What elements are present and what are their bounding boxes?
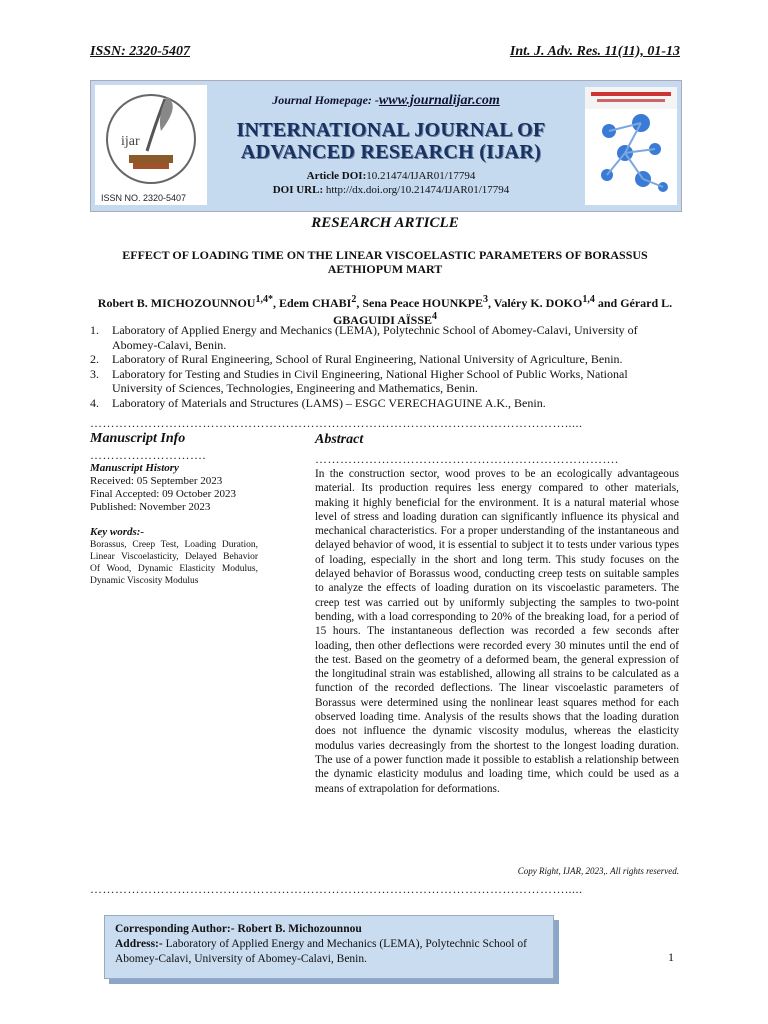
affiliation-item: 1. Laboratory of Applied Energy and Mechanics (LEMA), Polytechnic School of Abomey-Calavi, University of Abomey-Calavi, Benin. [90, 323, 638, 352]
affiliations [90, 323, 680, 410]
corresponding-author: Corresponding Author:- Robert B. Michozounnou [115, 923, 362, 935]
received-date: Received: 05 September 2023 [90, 475, 223, 487]
author-5: Gérard L. GBAGUIDI AÏSSE [332, 296, 673, 327]
divider-bottom: ……………………………………………………………………………………………………..... [90, 882, 583, 896]
logo-issn: ISSN NO. 2320-5407 [101, 193, 187, 203]
abstract-heading: Abstract [315, 432, 364, 447]
abstract-text: In the construction sector, wood proves to be an ecologically advantageous material. Its production requires less energy compared to other materials, making it highly beneficial for the environment. It is a natural material whose level of stress and loading duration can significantly influence its physical and mechanical characteristics. For a proper understanding of the instantaneous and delayed behavior of wood, it is essential to subject it to tests under various types of loading, especially in the short and long term. This study focuses on the delayed behavior of Borassus wood, conducting creep tests on suitable samples to analyze the effects of loading duration on its viscoelastic parameters. The creep test was carried out by uniformly subjecting the samples to two-point bending, with a load corresponding to 20% of the breaking load, for a period of 15 hours. The instantaneous deflection was recorded a few seconds after loading, then other deflections were recorded every 30 minutes until the end of the test. Based on the geometry of a deformed beam, the general expression of the longitudinal strain was established, allowing all strains to be calculated as a function of the recorded deflections. The linear viscoelastic parameters of Borassus were determined using the nonlinear least squares method for each observed loading time. Analysis of the results shows that the loading duration does not influence the dynamic viscosity modulus, whereas the elasticity modulus varies decreasingly from the shortest to the longest loading duration. The use of a power function made it possible to establish a relationship between the dynamic elasticity modulus and loading time, which could be used as a means of extrapolation for deformations. [315, 468, 679, 795]
affiliation-item: 3. Laboratory for Testing and Studies in Civil Engineering, National Higher School of Public Works, National University of Sciences, Technologies, Engineering and Mathematics, Benin. [90, 366, 628, 395]
author-list: Robert B. $MICHOZOUNNOU^{1,4*}$, Edem CHABI$^2$, Sena Peace HOUNKPE$^3$, Valéry K. DOKO$^{1,4}$ and Gérard L. GBAGUIDI AÏSSE$^4$ [97, 294, 673, 327]
article-doi: Article DOI:10.21474/IJAR01/17794 DOI URL: http://dx.doi.org/10.21474/IJAR01/17794 [272, 170, 510, 196]
journal-title: INTERNATIONAL JOURNAL OF ADVANCED RESEARCH (IJAR) [236, 119, 546, 163]
manuscript-info [90, 432, 258, 587]
accepted-date: Final Accepted: 09 October 2023 [90, 488, 237, 500]
abstract-section [315, 432, 679, 796]
divider-abstract: ………………………………………………………………. [315, 452, 619, 466]
divider-left: ………………………. [90, 449, 206, 462]
journal-citation: Int. J. Adv. Res. 11(11), 01-13 [509, 44, 680, 59]
page-number: 1 [668, 950, 674, 964]
journal-banner [90, 80, 682, 212]
issn-label: ISSN: 2320-5407 [90, 44, 190, 59]
affiliation-item: 2. Laboratory of Rural Engineering, School of Rural Engineering, National University of Agriculture, Benin. [90, 352, 623, 366]
logo-text: ijar [121, 134, 140, 149]
corresponding-author-box [104, 915, 554, 979]
author-3: Sena Peace HOUNKPE [362, 296, 483, 310]
author-2: Edem CHABI [278, 296, 352, 310]
manuscript-history-label: Manuscript History [90, 462, 179, 474]
corresponding-address: Address:- Laboratory of Applied Energy and Mechanics (LEMA), Polytechnic School of Abomey-Calavi, University of Abomey-Calavi, Benin. [115, 938, 527, 965]
keywords-label: Key words:- [90, 526, 145, 538]
journal-homepage: Journal Homepage: -www.journalijar.com [272, 93, 500, 108]
author-4: Valéry K. DOKO [493, 296, 583, 310]
keywords: Borassus, Creep Test, Loading Duration, Linear Viscoelasticity, Delayed Behavior Of Wood, Dynamic Elasticity Modulus, Dynamic Viscosity Modulus [90, 540, 258, 586]
article-title: EFFECT OF LOADING TIME ON THE LINEAR VISCOELASTIC PARAMETERS OF BORASSUS AETHIOPUM MART [122, 248, 648, 276]
manuscript-info-heading: Manuscript Info [90, 431, 186, 446]
cover-image [585, 87, 677, 205]
copyright: Copy Right, IJAR, 2023,. All rights reserved. [517, 866, 679, 876]
affiliation-item: 4. Laboratory of Materials and Structures (LAMS) – ESGC VERECHAGUINE A.K., Benin. [90, 395, 546, 410]
author-1: Robert B. MICHOZOUNNOU [97, 296, 256, 310]
article-type: RESEARCH ARTICLE [311, 215, 459, 231]
divider-top: ……………………………………………………………………………………………………..... [90, 416, 583, 430]
published-date: Published: November 2023 [90, 501, 211, 513]
doi-url-link[interactable]: http://dx.doi.org/10.21474/IJAR01/17794 [325, 184, 510, 196]
homepage-link[interactable]: www.journalijar.com [378, 93, 500, 108]
